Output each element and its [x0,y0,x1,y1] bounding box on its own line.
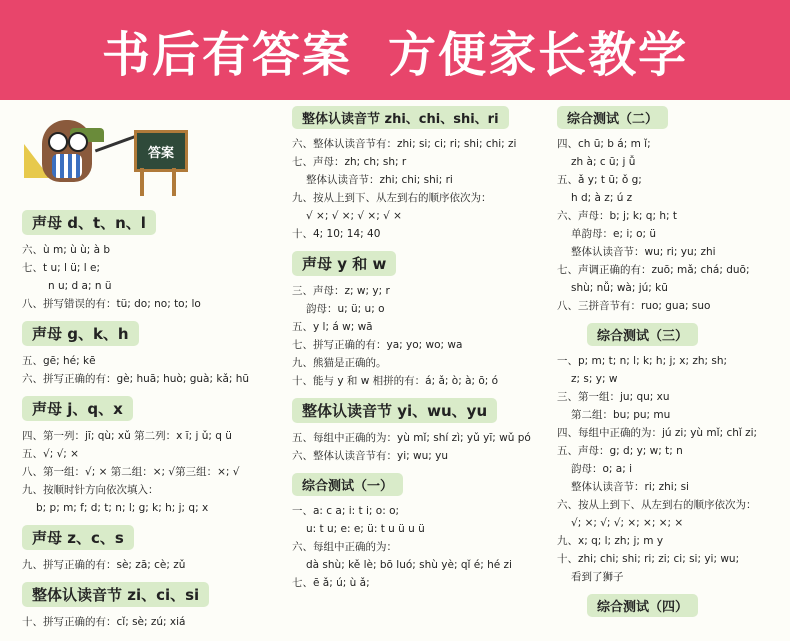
answer-line: √; ×; √; √; ×; ×; ×; × [571,517,684,529]
answer-page [0,100,790,641]
answer-line: 第二组：bu; pu; mu [571,409,671,421]
section-title: 声母 z、c、s [22,525,134,550]
answer-line: 六、整体认读音节有：zhi; si; ci; ri; shi; chi; zi [292,138,517,150]
chalkboard-text: 答案 [147,145,174,161]
section-title: 整体认读音节 zi、ci、si [22,582,209,607]
answer-line: 单韵母：e; i; o; ü [571,228,657,240]
section-test-4 [557,594,782,623]
answer-line: b; p; m; f; d; t; n; l; g; k; h; j; q; x [36,502,209,514]
section-title: 整体认读音节 zhi、chi、shi、ri [292,106,509,129]
answer-line: 六、声母：b; j; k; q; h; t [557,210,677,222]
answer-line: 六、ù m; ù ù; à b [22,244,111,256]
banner-left-text: 书后有答案 [101,26,352,83]
section-yw [292,251,552,390]
answer-line: 十、4; 10; 14; 40 [292,228,381,240]
answer-line: 九、拼写正确的有：sè; zā; cè; zǔ [22,559,186,571]
section-title: 综合测试（一） [292,473,403,496]
answer-line: z; s; y; w [571,373,618,385]
section-test-1 [292,473,552,592]
answer-line: 六、整体认读音节有：yi; wu; yu [292,450,448,462]
chalkboard [134,130,188,172]
answer-line: 六、拼写正确的有：gè; huā; huò; guà; kǎ; hū [22,373,250,385]
section-title: 声母 d、t、n、l [22,210,156,235]
section-test-3 [557,323,782,586]
answer-line: 十、拼写正确的有：cǐ; sè; zú; xiá [22,616,186,628]
answer-line: 十、zhi; chi; shi; ri; zi; ci; si; yi; wu; [557,553,740,565]
answer-line: 整体认读音节：zhi; chi; shi; ri [306,174,453,186]
answer-line: 三、第一组：ju; qu; xu [557,391,670,403]
section-zhichishiri [292,106,552,243]
answer-line: √ ×; √ ×; √ ×; √ × [306,210,402,222]
answer-line: shù; nǚ; wà; jú; kū [571,282,668,294]
answer-line: 九、按顺时针方向依次填入： [22,484,159,496]
section-title: 声母 g、k、h [22,321,139,346]
answer-line: 看到了狮子 [571,571,624,583]
answer-line: 五、声母：g; d; y; w; t; n [557,445,683,457]
answer-line: 五、y l; á w; wā [292,321,373,333]
answer-line: 四、ch ū; b á; m ǐ; [557,138,651,150]
section-title: 声母 j、q、x [22,396,133,421]
answer-line: 五、每组中正确的为：yù mǐ; shí zì; yǔ yī; wǔ pó [292,432,531,444]
answer-line: 七、t u; l ü; l e; [22,262,101,274]
answer-line: 五、√; √; × [22,448,79,460]
column-2 [292,100,552,641]
answer-line: 一、p; m; t; n; l; k; h; j; x; zh; sh; [557,355,728,367]
answer-line: 四、第一列：jī; qù; xǔ 第二列：x ī; j ǔ; q ü [22,430,232,442]
section-title: 综合测试（四） [587,594,698,617]
section-test-2 [557,106,782,315]
answer-line: 八、三拼音节有：ruo; gua; suo [557,300,711,312]
banner-right-text: 方便家长教学 [388,26,689,83]
section-title: 综合测试（三） [587,323,698,346]
answer-line: 一、a: c a; i: t i; o: o; [292,505,400,517]
answer-line: 七、声调正确的有：zuō; mǎ; chá; duō; [557,264,750,276]
section-zicisi [22,582,284,631]
answer-line: h d; à z; ú z [571,192,633,204]
answer-line: 四、每组中正确的为：jú zi; yù mǐ; chǐ zi; [557,427,758,439]
section-zcs [22,525,284,574]
answer-line: 七、ē ǎ; ú; ù ǎ; [292,577,370,589]
answer-line: 七、声母：zh; ch; sh; r [292,156,407,168]
promo-banner [0,0,790,100]
column-1 [22,100,284,641]
section-yiwuyu [292,398,552,465]
answer-line: zh à; c ū; j ǚ [571,156,636,168]
section-title: 整体认读音节 yi、wu、yu [292,398,497,423]
answer-line: 九、按从上到下、从左到右的顺序依次为： [292,192,492,204]
answer-line: 九、x; q; l; zh; j; m y [557,535,664,547]
answer-line: 六、每组中正确的为： [292,541,397,553]
answer-line: 韵母：u; ü; u; o [306,303,385,315]
section-jqx [22,396,284,517]
section-dtnl [22,210,284,313]
owl-icon [42,120,92,182]
answer-line: 十、能与 y 和 w 相拼的有：á; ǎ; ò; à; ō; ó [292,375,499,387]
section-gkh [22,321,284,388]
section-title: 综合测试（二） [557,106,668,129]
column-3 [557,100,782,641]
answer-line: 整体认读音节：wu; ri; yu; zhi [571,246,716,258]
answer-line: 八、拼写错误的有：tü; do; no; to; lo [22,298,201,310]
answer-line: 九、熊猫是正确的。 [292,357,387,369]
answer-line: 韵母：o; a; i [571,463,633,475]
answer-line: 整体认读音节：ri; zhi; si [571,481,689,493]
section-title: 声母 y 和 w [292,251,396,276]
mascot-illustration [22,100,284,210]
answer-line: 三、声母：z; w; y; r [292,285,390,297]
answer-line: 六、按从上到下、从左到右的顺序依次为： [557,499,757,511]
answer-line: 八、第一组：√; × 第二组：×; √第三组：×; √ [22,466,240,478]
answer-line: n u; d a; n ü [48,280,112,292]
answer-line: u: t u; e: e; ü: t u ü u ü [306,523,425,535]
answer-line: 五、gē; hé; kē [22,355,96,367]
answer-line: 五、ǎ y; t ū; ǒ g; [557,174,642,186]
answer-line: dà shù; kě lè; bō luó; shù yè; qǐ é; hé zi [306,559,512,571]
answer-line: 七、拼写正确的有：ya; yo; wo; wa [292,339,463,351]
